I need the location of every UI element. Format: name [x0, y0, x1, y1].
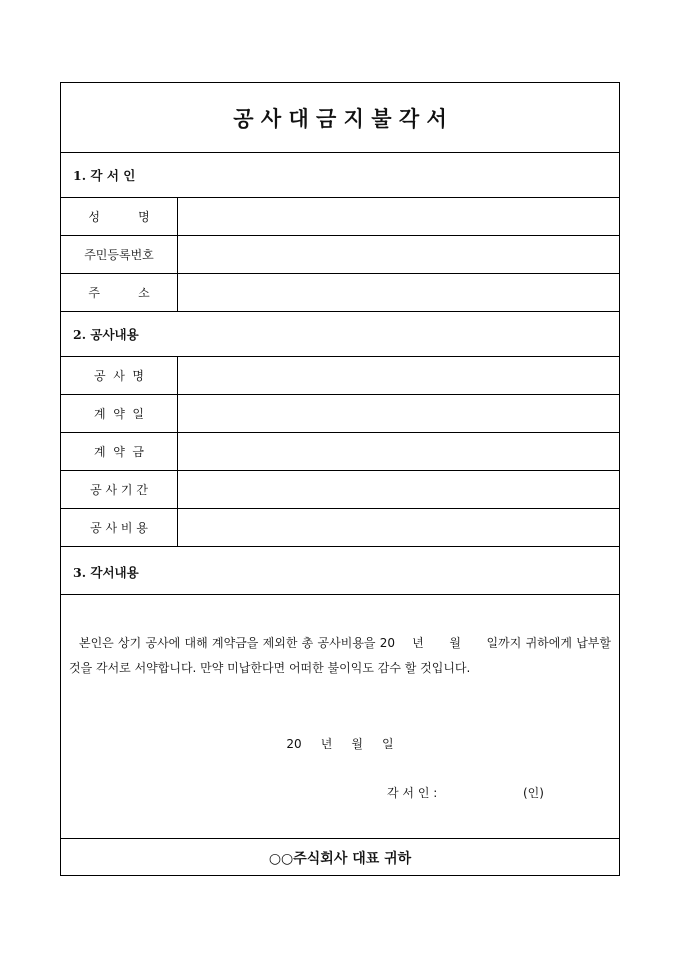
field-label-address: 주 소: [61, 274, 178, 311]
field-row-period: [61, 471, 619, 509]
field-value-resident-number[interactable]: [178, 236, 619, 273]
field-row-address: [61, 274, 619, 312]
field-label-deposit: 계 약 금: [61, 433, 178, 470]
signer-label: 각 서 인 :: [387, 786, 438, 800]
section-pledge-heading: 3. 각서내용: [61, 550, 619, 595]
pledge-date: 20 년 월 일: [286, 737, 394, 751]
section-construction-heading: 2. 공사내용: [61, 312, 619, 357]
pledge-body: [61, 595, 619, 839]
field-value-deposit[interactable]: [178, 433, 619, 470]
recipient-footer: ○○주식회사 대표 귀하: [268, 851, 412, 867]
field-row-name: [61, 198, 619, 236]
field-row-cost: [61, 509, 619, 547]
field-value-address[interactable]: [178, 274, 619, 311]
field-row-project-name: [61, 357, 619, 395]
field-label-project-name: 공 사 명: [61, 357, 178, 394]
field-label-cost: 공 사 비 용: [61, 509, 178, 546]
field-label-contract-date: 계 약 일: [61, 395, 178, 432]
form-title: 공 사 대 금 지 불 각 서: [61, 83, 619, 153]
field-value-contract-date[interactable]: [178, 395, 619, 432]
field-row-contract-date: [61, 395, 619, 433]
field-label-name: 성 명: [61, 198, 178, 235]
section-signer-heading: 1. 각 서 인: [61, 153, 619, 198]
pledge-paragraph: 본인은 상기 공사에 대해 계약금을 제외한 총 공사비용을 20 년 월 일까지 귀하에게 납부할 것을 각서로 서약합니다. 만약 미납한다면 어떠한 불이익도 감수 할 것입니다.: [69, 636, 615, 675]
pledge-form: [60, 82, 620, 876]
field-value-name[interactable]: [178, 198, 619, 235]
seal-mark: (인): [523, 786, 544, 800]
field-value-project-name[interactable]: [178, 357, 619, 394]
field-label-resident-number: 주민등록번호: [61, 236, 178, 273]
field-row-resident-number: [61, 236, 619, 274]
field-value-cost[interactable]: [178, 509, 619, 546]
field-row-deposit: [61, 433, 619, 471]
field-label-period: 공 사 기 간: [61, 471, 178, 508]
field-value-period[interactable]: [178, 471, 619, 508]
